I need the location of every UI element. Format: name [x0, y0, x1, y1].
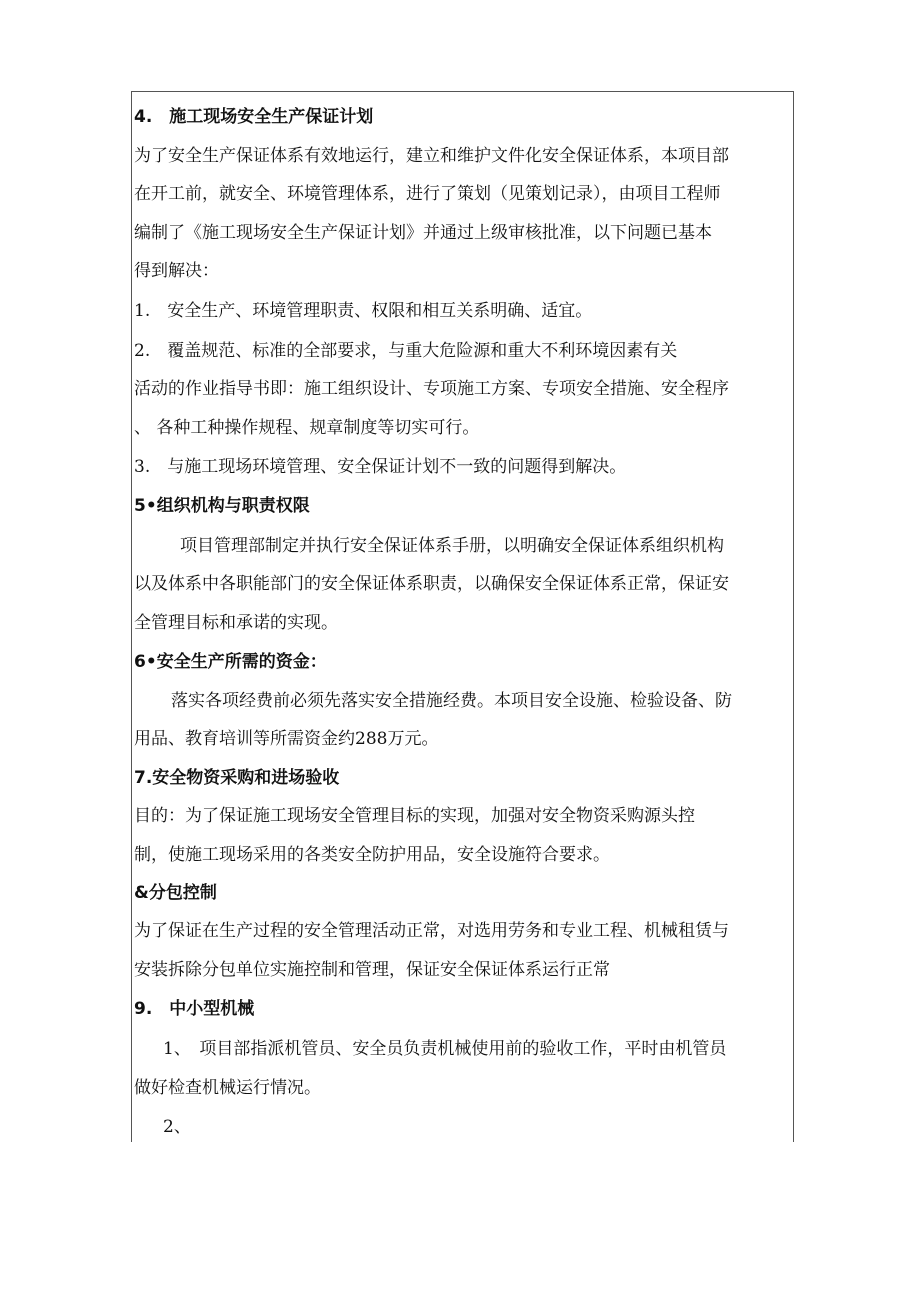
section-7-paragraph-line: 制，使施工现场采用的各类安全防护用品，安全设施符合要求。 [134, 845, 610, 865]
section-4-item-2-cont: 活动的作业指导书即：施工组织设计、专项施工方案、专项安全措施、安全程序 [134, 379, 729, 399]
section-5-paragraph-line: 项目管理部制定并执行安全保证体系手册，以明确安全保证体系组织机构 [180, 536, 724, 556]
section-8-paragraph-line: 为了保证在生产过程的安全管理活动正常，对选用劳务和专业工程、机械租赁与 [134, 921, 729, 941]
section-6-paragraph-line: 落实各项经费前必须先落实安全措施经费。本项目安全设施、检验设备、防 [171, 691, 732, 711]
section-4-item-1: 1. 安全生产、环境管理职责、权限和相互关系明确、适宜。 [134, 301, 593, 321]
section-4-title: 4. 施工现场安全生产保证计划 [134, 107, 374, 127]
section-4-item-3: 3. 与施工现场环境管理、安全保证计划不一致的问题得到解决。 [134, 457, 627, 477]
section-9-item-1: 1、 项目部指派机管员、安全员负责机械使用前的验收工作，平时由机管员 [163, 1039, 727, 1059]
section-5-paragraph-line: 全管理目标和承诺的实现。 [134, 613, 338, 633]
section-4-paragraph-line: 为了安全生产保证体系有效地运行，建立和维护文件化安全保证体系，本项目部 [134, 146, 729, 166]
section-7-paragraph-line: 目的：为了保证施工现场安全管理目标的实现，加强对安全物资采购源头控 [134, 806, 695, 826]
section-8-paragraph-line: 安装拆除分包单位实施控制和管理，保证安全保证体系运行正常 [134, 960, 610, 980]
section-4-paragraph-line: 在开工前，就安全、环境管理体系，进行了策划（见策划记录），由项目工程师 [134, 184, 721, 204]
section-9-item-2: 2、 [163, 1117, 191, 1137]
section-4-item-2: 2. 覆盖规范、标准的全部要求，与重大危险源和重大不利环境因素有关 [134, 341, 678, 361]
section-6-title: 6•安全生产所需的资金： [134, 652, 327, 672]
section-6-paragraph-line: 用品、教育培训等所需资金约288万元。 [134, 729, 439, 749]
section-4-item-2-cont: 、 各种工种操作规程、规章制度等切实可行。 [134, 418, 480, 438]
section-4-paragraph-line: 编制了《施工现场安全生产保证计划》并通过上级审核批准，以下问题已基本 [134, 223, 712, 243]
section-5-paragraph-line: 以及体系中各职能部门的安全保证体系职责，以确保安全保证体系正常，保证安 [134, 574, 729, 594]
section-9-title: 9. 中小型机械 [134, 999, 255, 1019]
section-7-title: 7.安全物资采购和进场验收 [134, 768, 340, 788]
section-4-paragraph-line: 得到解决： [134, 261, 219, 281]
section-8-title: &分包控制 [134, 883, 217, 903]
section-9-item-1-cont: 做好检查机械运行情况。 [134, 1078, 321, 1098]
section-5-title: 5•组织机构与职责权限 [134, 496, 310, 516]
